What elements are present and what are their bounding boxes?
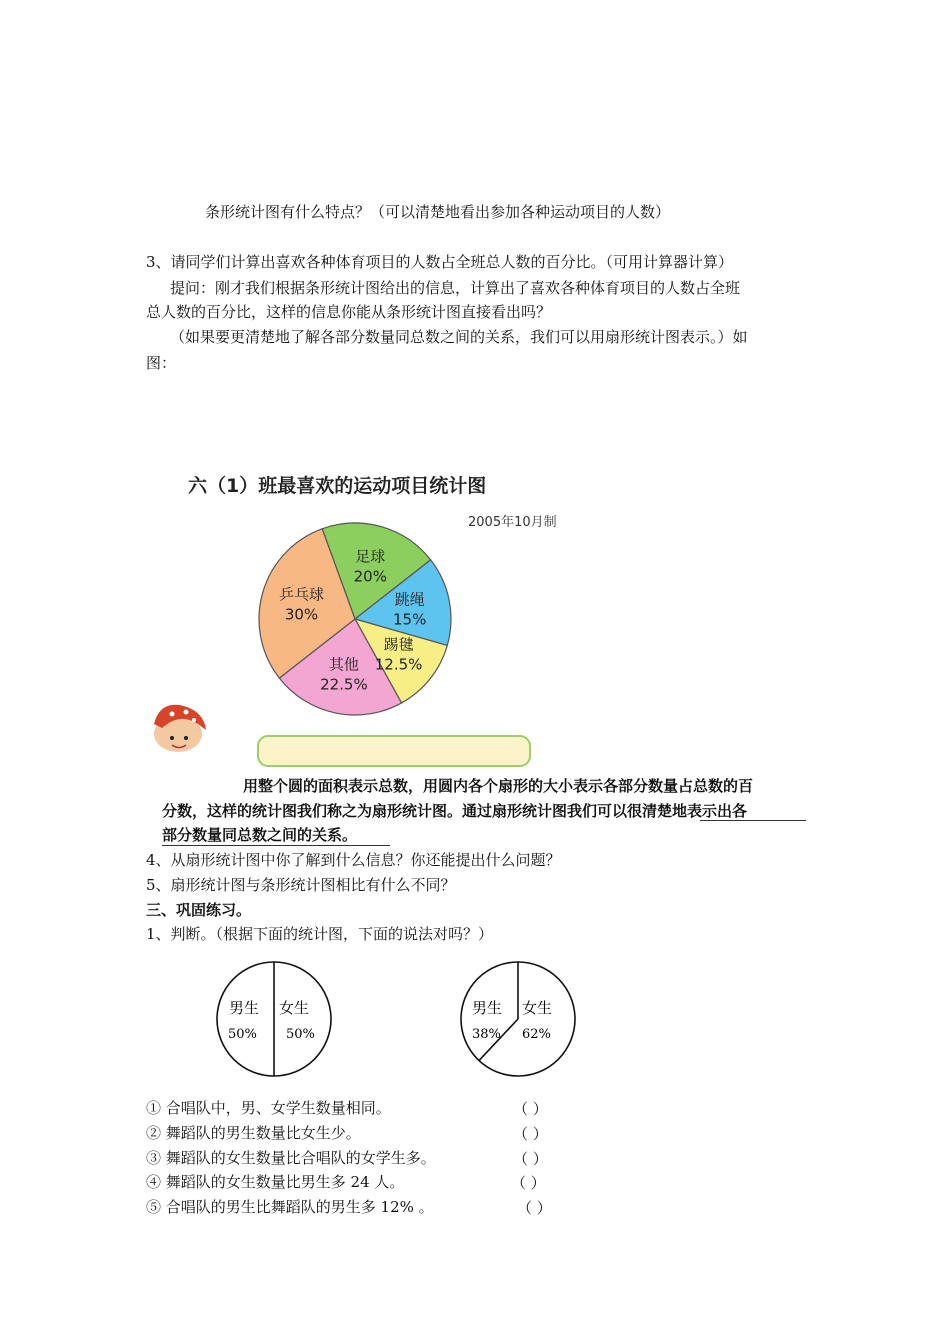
definition-line-3: 部分数量同总数之间的关系。 [162,826,358,844]
dance-pie [460,955,590,1085]
judge-item-5: ⑤ 合唱队的男生比舞蹈队的男生多 12% 。 [146,1198,434,1216]
choir-boy-label: 男生 [229,999,260,1017]
question-4: 4、从扇形统计图中你了解到什么信息？你还能提出什么问题？ [146,851,561,869]
chart-date: 2005年10月制 [468,515,557,530]
pie-slice-name-1: 跳绳 [394,590,425,609]
choir-girl-pct: 50% [286,1027,315,1042]
note-line-1: （如果要更清楚地了解各部分数量同总数之间的关系，我们可以用扇形统计图表示。）如 [170,328,748,346]
answer-blank-5[interactable]: （ ） [517,1199,552,1217]
speech-bubble-partial [258,736,530,766]
pie-slice-name-3: 其他 [328,655,359,674]
answer-blank-4[interactable]: （ ） [511,1174,546,1192]
ask-line-2: 总人数的百分比，这样的信息你能从条形统计图直接看出吗？ [146,303,552,321]
answer-blank-2[interactable]: （ ） [513,1125,548,1143]
chart-title: 六（1）班最喜欢的运动项目统计图 [188,475,487,497]
dance-girl-label: 女生 [522,999,553,1017]
answer-blank-3[interactable]: （ ） [513,1150,548,1168]
definition-line-1: 用整个圆的面积表示总数，用圆内各个扇形的大小表示各部分数量占总数的百 [243,777,754,795]
choir-pie [213,955,343,1085]
judge-item-1: ① 合唱队中，男、女学生数量相同。 [146,1099,391,1117]
pie-slice-name-4: 乒乓球 [278,585,325,604]
choir-girl-label: 女生 [279,999,310,1017]
underline-decoration-2 [700,820,806,821]
question-3: 3、请同学们计算出喜欢各种体育项目的人数占全班总人数的百分比。（可用计算器计算） [146,253,734,271]
note-line-2: 图： [146,354,177,372]
judge-item-3: ③ 舞蹈队的女生数量比合唱队的女学生多。 [146,1149,436,1167]
answer-blank-1[interactable]: （ ） [513,1100,548,1118]
pie-slice-value-2: 12.5% [374,655,423,674]
judge-item-2: ② 舞蹈队的男生数量比女生少。 [146,1124,361,1142]
choir-boy-pct: 50% [228,1027,257,1042]
underline-decoration [162,845,390,846]
pie-slice-name-0: 足球 [355,547,386,566]
pie-slice-value-3: 22.5% [320,675,368,694]
practice-heading: 三、巩固练习。 [146,901,252,919]
pie-chart-figure [150,462,557,747]
mascot-girl-icon [154,705,206,752]
pie-slice-value-4: 30% [284,605,319,624]
sports-pie-chart [150,462,557,747]
dance-boy-pct: 38% [472,1027,501,1042]
bar-chart-features-question: 条形统计图有什么特点？（可以清楚地看出参加各种运动项目的人数） [205,203,671,221]
definition-line-2: 分数，这样的统计图我们称之为扇形统计图。通过扇形统计图我们可以很清楚地表示出各 [162,802,748,820]
pie-slice-name-2: 踢毽 [383,635,414,654]
pie-slice-value-1: 15% [393,610,427,629]
ask-line-1: 提问：刚才我们根据条形统计图给出的信息，计算出了喜欢各种体育项目的人数占全班 [170,279,741,297]
dance-boy-label: 男生 [472,999,503,1017]
question-5: 5、扇形统计图与条形统计图相比有什么不同？ [146,876,456,894]
pie-slice-value-0: 20% [353,567,387,586]
judge-item-4: ④ 舞蹈队的女生数量比男生多 24 人。 [146,1173,405,1191]
judge-instruction: 1、判断。（根据下面的统计图，下面的说法对吗？） [146,925,494,943]
dance-girl-pct: 62% [522,1027,551,1042]
